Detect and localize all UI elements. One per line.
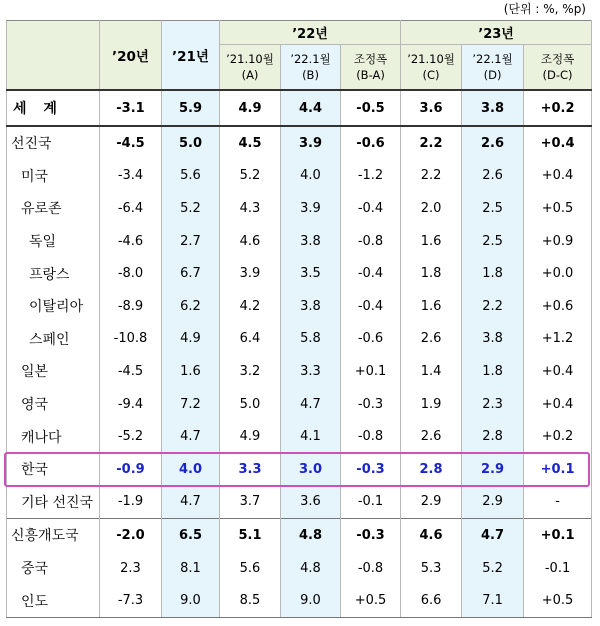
table-row	[7, 519, 592, 552]
cell-2021: 4.7	[162, 420, 220, 453]
table-row	[7, 486, 592, 519]
header-2021: ’21년	[162, 21, 220, 91]
header-22-b: ’22.1월 (B)	[281, 45, 341, 91]
row-label: 세 계	[7, 90, 100, 126]
cell-23d: 2.6	[462, 160, 524, 193]
cell-23d: 2.9	[462, 453, 524, 486]
table-row	[7, 126, 592, 160]
cell-2021: 6.7	[162, 257, 220, 290]
cell-22a: 4.6	[220, 225, 281, 258]
cell-23dc: +0.1	[524, 453, 592, 486]
cell-23c: 1.8	[401, 257, 462, 290]
cell-22b: 5.8	[281, 323, 341, 356]
cell-2021: 1.6	[162, 355, 220, 388]
cell-22b: 3.8	[281, 290, 341, 323]
cell-23dc: -	[524, 486, 592, 519]
header-22-ba: 조정폭 (B-A)	[341, 45, 401, 91]
cell-23d: 2.8	[462, 420, 524, 453]
header-2023: ’23년	[401, 21, 592, 45]
header-22-a: ’21.10월 (A)	[220, 45, 281, 91]
cell-22a: 4.9	[220, 90, 281, 126]
table-row	[7, 192, 592, 225]
cell-22b: 3.9	[281, 192, 341, 225]
table-row-world	[7, 90, 592, 126]
cell-2021: 2.7	[162, 225, 220, 258]
cell-2020: -4.5	[100, 355, 162, 388]
row-label: 독일	[7, 225, 100, 258]
row-label: 선진국	[7, 126, 100, 160]
cell-23c: 2.0	[401, 192, 462, 225]
cell-2021: 5.6	[162, 160, 220, 193]
cell-23c: 2.9	[401, 486, 462, 519]
cell-2021: 6.5	[162, 519, 220, 552]
cell-22a: 3.9	[220, 257, 281, 290]
cell-22b: 3.0	[281, 453, 341, 486]
cell-23c: 1.4	[401, 355, 462, 388]
cell-23c: 2.6	[401, 420, 462, 453]
cell-22a: 5.0	[220, 388, 281, 421]
cell-22b: 3.5	[281, 257, 341, 290]
cell-23c: 6.6	[401, 584, 462, 617]
cell-22ba: +0.5	[341, 584, 401, 617]
cell-2020: -10.8	[100, 323, 162, 356]
table-row	[7, 225, 592, 258]
cell-23d: 4.7	[462, 519, 524, 552]
row-label: 신흥개도국	[7, 519, 100, 552]
cell-2020: -5.2	[100, 420, 162, 453]
table-row	[7, 160, 592, 193]
cell-22ba: +0.1	[341, 355, 401, 388]
cell-22ba: -0.1	[341, 486, 401, 519]
cell-23dc: +0.4	[524, 355, 592, 388]
cell-2020: -1.9	[100, 486, 162, 519]
cell-2020: -8.9	[100, 290, 162, 323]
table-row	[7, 420, 592, 453]
cell-23dc: -0.1	[524, 552, 592, 585]
cell-23c: 2.8	[401, 453, 462, 486]
cell-23d: 2.9	[462, 486, 524, 519]
cell-22a: 3.3	[220, 453, 281, 486]
unit-note: (단위 : %, %p)	[503, 2, 586, 16]
cell-2021: 9.0	[162, 584, 220, 617]
cell-22ba: -0.5	[341, 90, 401, 126]
row-label: 기타 선진국	[7, 486, 100, 519]
header-blank	[7, 21, 100, 91]
cell-23dc: +0.4	[524, 126, 592, 160]
row-label: 중국	[7, 552, 100, 585]
cell-2020: -0.9	[100, 453, 162, 486]
table-row	[7, 453, 592, 486]
cell-22ba: -0.3	[341, 519, 401, 552]
cell-22b: 4.7	[281, 388, 341, 421]
cell-2020: -2.0	[100, 519, 162, 552]
cell-2021: 5.9	[162, 90, 220, 126]
cell-2020: -9.4	[100, 388, 162, 421]
cell-22ba: -0.6	[341, 126, 401, 160]
cell-2021: 4.0	[162, 453, 220, 486]
cell-22a: 4.5	[220, 126, 281, 160]
cell-22a: 5.1	[220, 519, 281, 552]
cell-22b: 3.6	[281, 486, 341, 519]
growth-forecast-table-wrapper	[6, 20, 591, 618]
cell-23dc: +0.1	[524, 519, 592, 552]
header-23-c: ’21.10월 (C)	[401, 45, 462, 91]
cell-22a: 3.2	[220, 355, 281, 388]
cell-2021: 4.7	[162, 486, 220, 519]
header-23-d: ’22.1월 (D)	[462, 45, 524, 91]
cell-2021: 5.0	[162, 126, 220, 160]
table-row	[7, 355, 592, 388]
cell-22ba: -0.8	[341, 420, 401, 453]
cell-23d: 2.3	[462, 388, 524, 421]
cell-23d: 2.5	[462, 225, 524, 258]
cell-22a: 5.6	[220, 552, 281, 585]
header-23-dc: 조정폭 (D-C)	[524, 45, 592, 91]
cell-23d: 2.6	[462, 126, 524, 160]
cell-23dc: +0.5	[524, 192, 592, 225]
cell-2020: -3.4	[100, 160, 162, 193]
row-label: 유로존	[7, 192, 100, 225]
cell-23dc: +0.5	[524, 584, 592, 617]
cell-2020: -7.3	[100, 584, 162, 617]
cell-22b: 4.1	[281, 420, 341, 453]
cell-22a: 8.5	[220, 584, 281, 617]
cell-22a: 3.7	[220, 486, 281, 519]
cell-23c: 1.9	[401, 388, 462, 421]
cell-23dc: +0.2	[524, 420, 592, 453]
cell-23dc: +0.6	[524, 290, 592, 323]
cell-22b: 9.0	[281, 584, 341, 617]
cell-23dc: +0.4	[524, 388, 592, 421]
cell-2020: -3.1	[100, 90, 162, 126]
cell-22ba: -0.4	[341, 290, 401, 323]
cell-23d: 2.5	[462, 192, 524, 225]
cell-23c: 2.2	[401, 160, 462, 193]
cell-22b: 4.4	[281, 90, 341, 126]
cell-23d: 1.8	[462, 257, 524, 290]
table-row	[7, 552, 592, 585]
cell-23d: 7.1	[462, 584, 524, 617]
cell-22a: 4.3	[220, 192, 281, 225]
cell-22b: 4.0	[281, 160, 341, 193]
cell-2020: -8.0	[100, 257, 162, 290]
cell-23c: 3.6	[401, 90, 462, 126]
cell-23dc: +0.0	[524, 257, 592, 290]
cell-22a: 5.2	[220, 160, 281, 193]
table-row	[7, 290, 592, 323]
row-label: 스페인	[7, 323, 100, 356]
row-label: 영국	[7, 388, 100, 421]
cell-22b: 4.8	[281, 552, 341, 585]
cell-22b: 3.3	[281, 355, 341, 388]
growth-forecast-table	[6, 20, 592, 618]
cell-23dc: +0.9	[524, 225, 592, 258]
cell-23dc: +0.2	[524, 90, 592, 126]
cell-2020: -4.6	[100, 225, 162, 258]
table-row	[7, 388, 592, 421]
cell-22a: 6.4	[220, 323, 281, 356]
cell-22ba: -0.4	[341, 257, 401, 290]
table-row	[7, 323, 592, 356]
table-row	[7, 257, 592, 290]
cell-22b: 3.8	[281, 225, 341, 258]
cell-22a: 4.9	[220, 420, 281, 453]
cell-23c: 2.2	[401, 126, 462, 160]
cell-22ba: -0.3	[341, 453, 401, 486]
header-2020: ’20년	[100, 21, 162, 91]
cell-23c: 4.6	[401, 519, 462, 552]
cell-2020: 2.3	[100, 552, 162, 585]
row-label: 인도	[7, 584, 100, 617]
cell-23c: 1.6	[401, 290, 462, 323]
cell-2020: -4.5	[100, 126, 162, 160]
cell-23dc: +0.4	[524, 160, 592, 193]
cell-2021: 7.2	[162, 388, 220, 421]
cell-22a: 4.2	[220, 290, 281, 323]
cell-23d: 2.2	[462, 290, 524, 323]
cell-23dc: +1.2	[524, 323, 592, 356]
cell-22ba: -0.3	[341, 388, 401, 421]
cell-2021: 4.9	[162, 323, 220, 356]
cell-22b: 4.8	[281, 519, 341, 552]
cell-22ba: -0.8	[341, 225, 401, 258]
cell-22ba: -0.8	[341, 552, 401, 585]
cell-23d: 3.8	[462, 90, 524, 126]
row-label: 캐나다	[7, 420, 100, 453]
cell-23d: 5.2	[462, 552, 524, 585]
cell-22ba: -0.6	[341, 323, 401, 356]
row-label: 이탈리아	[7, 290, 100, 323]
cell-2021: 8.1	[162, 552, 220, 585]
cell-2021: 5.2	[162, 192, 220, 225]
table-row	[7, 584, 592, 617]
row-label: 프랑스	[7, 257, 100, 290]
row-label: 한국	[7, 453, 100, 486]
cell-22b: 3.9	[281, 126, 341, 160]
row-label: 미국	[7, 160, 100, 193]
cell-23d: 1.8	[462, 355, 524, 388]
cell-2021: 6.2	[162, 290, 220, 323]
header-2022: ’22년	[220, 21, 401, 45]
cell-2020: -6.4	[100, 192, 162, 225]
row-label: 일본	[7, 355, 100, 388]
cell-23c: 5.3	[401, 552, 462, 585]
cell-22ba: -1.2	[341, 160, 401, 193]
cell-23d: 3.8	[462, 323, 524, 356]
cell-22ba: -0.4	[341, 192, 401, 225]
cell-23c: 1.6	[401, 225, 462, 258]
cell-23c: 2.6	[401, 323, 462, 356]
